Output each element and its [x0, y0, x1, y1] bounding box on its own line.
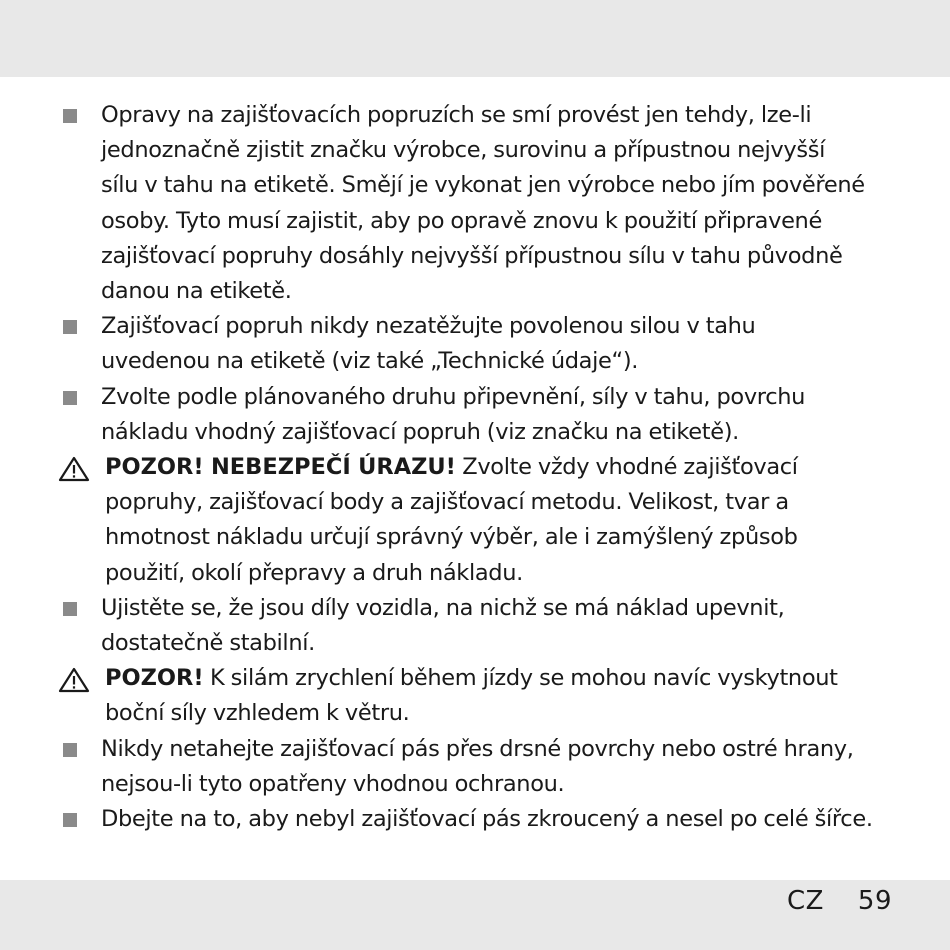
item-text-line: použití, okolí přepravy a druh nákladu. — [105, 559, 523, 586]
item-text-line: hmotnost nákladu určují správný výběr, ale i zamýšlený způsob — [105, 524, 798, 551]
instructions-list — [60, 98, 900, 837]
warning-triangle-icon — [58, 667, 90, 693]
warning-item — [60, 661, 900, 731]
item-text-line: Dbejte na to, aby nebyl zajišťovací pás zkroucený a nesel po celé šířce. — [101, 806, 873, 833]
item-text-line: boční síly vzhledem k větru. — [105, 700, 410, 727]
list-item — [60, 802, 900, 837]
item-text-line: uvedenou na etiketě (viz také „Technické údaje“). — [101, 348, 639, 375]
language-code: CZ — [786, 886, 824, 916]
square-bullet-icon — [63, 109, 77, 123]
square-bullet-icon — [63, 391, 77, 405]
warning-title: POZOR! — [105, 665, 204, 692]
list-item — [60, 591, 900, 661]
page-number: 59 — [857, 886, 892, 916]
list-item — [60, 309, 900, 379]
warning-text: K silám zrychlení během jízdy se mohou navíc vyskytnout — [203, 665, 838, 692]
header-band — [0, 0, 950, 77]
item-text-line: popruhy, zajišťovací body a zajišťovací metodu. Velikost, tvar a — [105, 489, 789, 516]
warning-text: Zvolte vždy vhodné zajišťovací — [455, 454, 798, 481]
item-text-line: jednoznačně zjistit značku výrobce, surovinu a přípustnou nejvyšší — [101, 137, 825, 164]
item-text-line: nejsou-li tyto opatřeny vhodnou ochranou. — [101, 770, 565, 797]
list-item — [60, 380, 900, 450]
item-text-line: zajišťovací popruhy dosáhly nejvyšší přípustnou sílu v tahu původně — [101, 242, 843, 269]
warning-triangle-icon — [58, 456, 90, 482]
item-text-line: osoby. Tyto musí zajistit, aby po opravě znovu k použití připravené — [101, 207, 822, 234]
item-text-line: nákladu vhodný zajišťovací popruh (viz značku na etiketě). — [101, 418, 739, 445]
page-footer — [787, 886, 892, 916]
item-text-line: Opravy na zajišťovacích popruzích se smí provést jen tehdy, lze-li — [101, 102, 812, 128]
item-text-line: Nikdy netahejte zajišťovací pás přes drsné povrchy nebo ostré hrany, — [101, 735, 854, 762]
square-bullet-icon — [63, 813, 77, 827]
item-text-line: dostatečně stabilní. — [101, 630, 315, 657]
square-bullet-icon — [63, 743, 77, 757]
list-item — [60, 98, 900, 309]
item-text-line: Zvolte podle plánovaného druhu připevnění, síly v tahu, povrchu — [101, 383, 806, 410]
warning-item — [60, 450, 900, 591]
item-text-line: danou na etiketě. — [101, 278, 292, 305]
square-bullet-icon — [63, 320, 77, 334]
item-text-line: Zajišťovací popruh nikdy nezatěžujte povolenou silou v tahu — [101, 313, 756, 340]
square-bullet-icon — [63, 602, 77, 616]
list-item — [60, 732, 900, 802]
item-text-line: Ujistěte se, že jsou díly vozidla, na nichž se má náklad upevnit, — [101, 594, 785, 621]
item-text-line: sílu v tahu na etiketě. Smějí je vykonat jen výrobce nebo jím pověřené — [101, 172, 865, 199]
warning-title: POZOR! NEBEZPEČÍ ÚRAZU! — [105, 454, 456, 481]
